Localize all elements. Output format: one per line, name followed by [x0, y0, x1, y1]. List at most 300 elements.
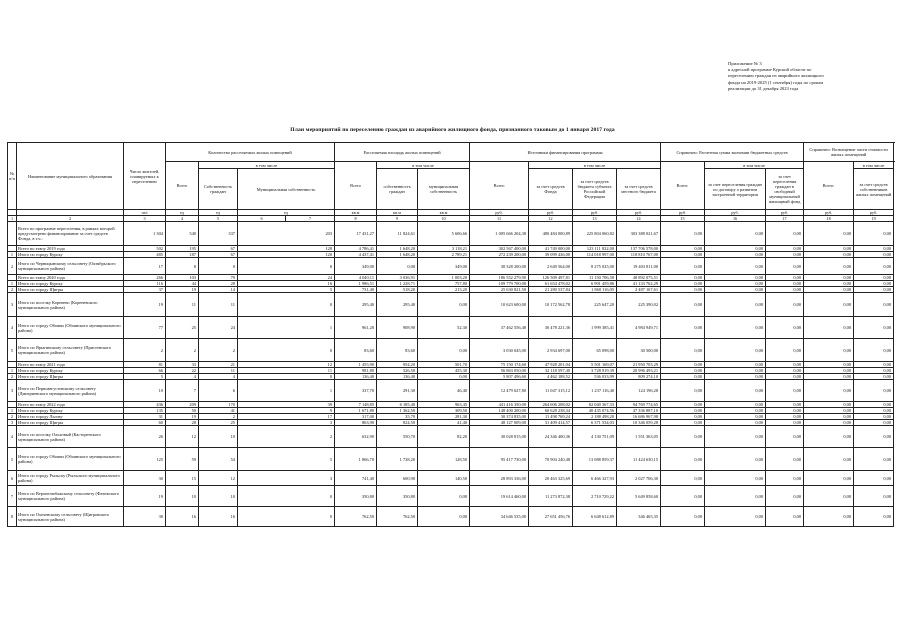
- value-cell: 7 148,85: [335, 402, 377, 408]
- table-row: [8, 380, 894, 402]
- value-cell: 4: [166, 374, 199, 380]
- value-cell: 170: [199, 402, 238, 408]
- value-cell: 350,80: [377, 486, 418, 507]
- value-cell: 15: [166, 471, 199, 486]
- value-cell: 1 866,70: [335, 448, 377, 471]
- value-cell: 30 374 835,00: [470, 414, 529, 420]
- value-cell: 6: [199, 380, 238, 402]
- value-cell: 11: [166, 293, 199, 317]
- municipality-name: Итого по городу Щигры: [17, 287, 124, 293]
- municipality-name: Итого по городу Обояни (Обоянского муниципального района): [17, 448, 124, 471]
- municipality-name: Всего по этапу 2019 года: [17, 246, 124, 252]
- value-cell: 203: [238, 222, 335, 246]
- row-number: 1: [8, 408, 17, 414]
- value-cell: 124 196,28: [617, 380, 661, 402]
- value-cell: 0,00: [766, 246, 804, 252]
- municipality-name: Всего по этапу 2022 года: [17, 402, 124, 408]
- value-cell: 1 648,20: [377, 246, 418, 252]
- value-cell: 2: [124, 339, 166, 362]
- value-cell: 0,00: [661, 380, 705, 402]
- unit-cell: руб.: [617, 210, 661, 216]
- value-cell: 16: [166, 507, 199, 527]
- value-cell: 0,00: [854, 362, 894, 368]
- value-cell: 309,50: [418, 408, 470, 414]
- column-number: 14: [617, 216, 661, 222]
- value-cell: 3: [238, 471, 335, 486]
- unit-cell: руб.: [766, 210, 804, 216]
- value-cell: 0,00: [854, 374, 894, 380]
- column-number: 13: [573, 216, 617, 222]
- value-cell: 60 628 238,34: [529, 408, 573, 414]
- row-number: 4: [8, 317, 17, 339]
- value-cell: 187: [166, 252, 199, 258]
- value-cell: 47 928 201,04: [529, 362, 573, 368]
- value-cell: 114 018 997,00: [573, 252, 617, 258]
- value-cell: 0,00: [804, 362, 854, 368]
- value-cell: 17: [124, 258, 166, 275]
- value-cell: 13 088 859,37: [573, 448, 617, 471]
- value-cell: 0,00: [854, 368, 894, 374]
- unit-cell: руб.: [804, 210, 854, 216]
- header-rooms-own: Собственность граждан: [199, 169, 238, 210]
- header-area-vtom: в том числе: [377, 162, 470, 169]
- value-cell: 0,00: [661, 362, 705, 368]
- value-cell: 963,45: [418, 402, 470, 408]
- value-cell: 731,40: [335, 287, 377, 293]
- value-cell: 19: [166, 287, 199, 293]
- row-number: 2: [8, 287, 17, 293]
- value-cell: 94 769 774,65: [617, 402, 661, 408]
- value-cell: 0,00: [661, 426, 705, 448]
- value-cell: 0,00: [804, 281, 854, 287]
- value-cell: 25 630 821,50: [470, 287, 529, 293]
- municipality-name: Всего по программе переселения, в рамках которой предусмотрено финансирование за счет средств Фонда, в т.ч.:: [17, 222, 124, 246]
- value-cell: 24: [199, 317, 238, 339]
- value-cell: 0,00: [804, 287, 854, 293]
- municipality-name: Итого по городу Щигры: [17, 374, 124, 380]
- value-cell: 961,20: [335, 317, 377, 339]
- header-idx: № п/п: [8, 143, 17, 210]
- value-cell: 1: [238, 317, 335, 339]
- value-cell: 10 346 059,28: [617, 420, 661, 426]
- row-number: 3: [8, 380, 17, 402]
- value-cell: 2 649 564,00: [529, 258, 573, 275]
- value-cell: 0,00: [705, 317, 766, 339]
- row-number: 5: [8, 448, 17, 471]
- value-cell: 81: [124, 362, 166, 368]
- value-cell: 79: [199, 275, 238, 281]
- unit-cell: кв.м: [377, 210, 418, 216]
- row-number: 2: [8, 258, 17, 275]
- value-cell: 30 028 815,00: [470, 426, 529, 448]
- value-cell: 0,00: [661, 252, 705, 258]
- unit-cell: руб.: [661, 210, 705, 216]
- value-cell: 0,00: [766, 507, 804, 527]
- header-refund-group: Справочно: Возмещение части стоимости жилых помещений: [804, 143, 894, 162]
- value-cell: 0,00: [661, 275, 705, 281]
- value-cell: 954,20: [377, 362, 418, 368]
- municipality-name: Итого по городу Курску: [17, 368, 124, 374]
- header-fin-vtom: в том числе: [529, 162, 661, 169]
- unit-cell: руб.: [705, 210, 766, 216]
- value-cell: 295,40: [335, 293, 377, 317]
- row-number: 8: [8, 507, 17, 527]
- value-cell: 349,00: [418, 258, 470, 275]
- table-row: [8, 471, 894, 486]
- value-cell: 12: [238, 362, 335, 368]
- value-cell: 50: [166, 408, 199, 414]
- value-cell: 24 346 400,36: [529, 426, 573, 448]
- municipality-name: Итого по городу Курску: [17, 281, 124, 287]
- value-cell: 502: [124, 246, 166, 252]
- municipality-name: Всего по этапу 2021 года: [17, 362, 124, 368]
- row-number: 3: [8, 293, 17, 317]
- value-cell: 0,00: [804, 426, 854, 448]
- value-cell: 30 328 200,00: [470, 258, 529, 275]
- value-cell: 41 749 000,00: [529, 246, 573, 252]
- header-econ-a: за счет переселения граждан по договору о развитии застроенной территории: [705, 169, 766, 210]
- table-row: [8, 317, 894, 339]
- value-cell: 0,00: [705, 408, 766, 414]
- column-number: 19: [854, 216, 894, 222]
- value-cell: 66: [124, 368, 166, 374]
- value-cell: 2 710 729,22: [573, 486, 617, 507]
- row-number: 5: [8, 339, 17, 362]
- value-cell: 10: [166, 486, 199, 507]
- value-cell: 0,00: [705, 287, 766, 293]
- value-cell: 41: [199, 408, 238, 414]
- table-row: [8, 339, 894, 362]
- value-cell: 8: [238, 258, 335, 275]
- column-number: 11: [470, 216, 529, 222]
- value-cell: 0,00: [661, 339, 705, 362]
- value-cell: 1 999 385,41: [573, 317, 617, 339]
- value-cell: 0,00: [766, 380, 804, 402]
- value-cell: 52,30: [418, 317, 470, 339]
- value-cell: 16: [199, 507, 238, 527]
- value-cell: 0,00: [766, 426, 804, 448]
- value-cell: 54: [199, 448, 238, 471]
- value-cell: 4 437,41: [335, 252, 377, 258]
- value-cell: 0,00: [705, 486, 766, 507]
- value-cell: 3 030 045,00: [470, 339, 529, 362]
- value-cell: 3 118,21: [418, 246, 470, 252]
- value-cell: 2: [199, 339, 238, 362]
- value-cell: 0,00: [661, 448, 705, 471]
- value-cell: 0,00: [766, 281, 804, 287]
- municipality-name: Итого по городу Льгову: [17, 414, 124, 420]
- value-cell: 7: [166, 380, 199, 402]
- value-cell: 136,40: [335, 374, 377, 380]
- value-cell: 317,00: [335, 414, 377, 420]
- value-cell: 0,00: [705, 414, 766, 420]
- value-cell: 118 810 767,00: [617, 252, 661, 258]
- value-cell: 19: [124, 293, 166, 317]
- value-cell: 40 435 074,56: [573, 408, 617, 414]
- unit-cell: руб.: [529, 210, 573, 216]
- document-title: План мероприятий по переселению граждан из аварийного жилищного фонда, признанного таковым до 1 января 2017 года: [290, 127, 615, 133]
- row-number: 1: [8, 281, 17, 287]
- value-cell: 19: [166, 414, 199, 420]
- municipality-name: Итого по поселку Ольховый (Касторенского муниципального района): [17, 426, 124, 448]
- municipality-name: Итого по поселку Коренево (Кореневского муниципального района): [17, 293, 124, 317]
- value-cell: 0,00: [661, 486, 705, 507]
- value-cell: 0,00: [766, 293, 804, 317]
- unit-cell: ед: [166, 210, 199, 216]
- value-cell: 0,00: [854, 420, 894, 426]
- value-cell: 302 567 400,00: [470, 246, 529, 252]
- value-cell: 11 824,61: [377, 222, 418, 246]
- header-area-group: Расселяемая площадь жилых помещений: [335, 143, 470, 162]
- value-cell: 0,00: [766, 287, 804, 293]
- value-cell: 0,00: [418, 374, 470, 380]
- value-cell: 0,00: [705, 275, 766, 281]
- value-cell: 0,00: [854, 246, 894, 252]
- value-cell: 4 040,11: [335, 275, 377, 281]
- value-cell: 225 804 060,82: [573, 222, 617, 246]
- value-cell: 0,00: [705, 258, 766, 275]
- value-cell: 0,00: [661, 287, 705, 293]
- value-cell: 6 991 459,86: [573, 281, 617, 287]
- value-cell: 11 150 706,58: [573, 275, 617, 281]
- value-cell: 0,00: [661, 374, 705, 380]
- municipality-name: Итого по Первоавгустовскому сельсовету (Дмитриевского муниципального района): [17, 380, 124, 402]
- value-cell: 123 111 822,00: [573, 246, 617, 252]
- value-cell: 8: [166, 258, 199, 275]
- value-cell: 35,70: [377, 414, 418, 420]
- value-cell: 0,00: [854, 252, 894, 258]
- value-cell: 0,00: [418, 507, 470, 527]
- value-cell: 128: [238, 246, 335, 252]
- value-cell: 2: [238, 426, 335, 448]
- value-cell: 48 127 009,00: [470, 420, 529, 426]
- value-cell: 44: [166, 281, 199, 287]
- value-cell: 0,00: [661, 258, 705, 275]
- value-cell: 0,00: [854, 293, 894, 317]
- value-cell: 0,00: [705, 471, 766, 486]
- value-cell: 337: [199, 222, 238, 246]
- value-cell: 632,90: [335, 426, 377, 448]
- value-cell: 33: [166, 362, 199, 368]
- value-cell: 103: [166, 275, 199, 281]
- row-number: 7: [8, 486, 17, 507]
- value-cell: 0,00: [661, 507, 705, 527]
- value-cell: 225 647,20: [573, 293, 617, 317]
- value-cell: 757,80: [418, 281, 470, 287]
- value-cell: 31 409 414,57: [529, 420, 573, 426]
- value-cell: 0,00: [661, 408, 705, 414]
- value-cell: 981,80: [335, 368, 377, 374]
- value-cell: 83,60: [377, 339, 418, 362]
- table-row: [8, 448, 894, 471]
- value-cell: 5: [238, 287, 335, 293]
- value-cell: 4 130 751,09: [573, 426, 617, 448]
- value-cell: 1 304: [124, 222, 166, 246]
- municipality-name: Всего по этапу 2020 года: [17, 275, 124, 281]
- value-cell: 0,00: [418, 486, 470, 507]
- value-cell: 0,00: [804, 368, 854, 374]
- value-cell: 0,00: [854, 486, 894, 507]
- value-cell: 501,70: [418, 362, 470, 368]
- header-rooms-mun: Муниципальная собственность: [238, 169, 335, 210]
- value-cell: 337,70: [335, 380, 377, 402]
- value-cell: 0,00: [804, 275, 854, 281]
- value-cell: 0,00: [705, 448, 766, 471]
- value-cell: 37: [124, 287, 166, 293]
- header-econ-group: Справочно: Расчетная сумма экономии бюджетных средств: [661, 143, 804, 162]
- value-cell: 126 509 497,81: [529, 275, 573, 281]
- value-cell: 0,00: [661, 414, 705, 420]
- value-cell: 0,00: [705, 402, 766, 408]
- value-cell: 0,00: [854, 258, 894, 275]
- header-ref-total: Всего:: [804, 162, 854, 210]
- value-cell: 526,50: [377, 368, 418, 374]
- value-cell: 264 606 208,02: [529, 402, 573, 408]
- appendix-line: реализации до 31 декабря 2023 года: [728, 85, 799, 91]
- header-area-own: собственность граждан: [377, 169, 418, 210]
- header-ref-vtom: в том числе: [854, 162, 894, 169]
- table-row: [8, 426, 894, 448]
- value-cell: 455,30: [418, 368, 470, 374]
- column-number: 10: [418, 216, 470, 222]
- value-cell: 10: [124, 380, 166, 402]
- value-cell: 0,00: [766, 362, 804, 368]
- value-cell: 0,00: [804, 408, 854, 414]
- value-cell: 20 996 493,21: [617, 368, 661, 374]
- column-number: 4: [166, 216, 199, 222]
- value-cell: 0,00: [766, 317, 804, 339]
- value-cell: 2 027 706,30: [617, 471, 661, 486]
- value-cell: 11: [199, 368, 238, 374]
- value-cell: 16: [238, 281, 335, 287]
- value-cell: 41 133 762,29: [617, 281, 661, 287]
- value-cell: 741,40: [335, 471, 377, 486]
- value-cell: 28: [166, 420, 199, 426]
- header-people: Число жителей, планируемых к переселению: [124, 143, 166, 210]
- value-cell: 295,40: [377, 293, 418, 317]
- value-cell: 0: [199, 258, 238, 275]
- value-cell: 48 892 075,51: [617, 275, 661, 281]
- value-cell: 0,00: [766, 368, 804, 374]
- value-cell: 1 648,20: [377, 252, 418, 258]
- table-row: [8, 293, 894, 317]
- value-cell: 0,00: [804, 317, 854, 339]
- value-cell: 0,00: [766, 408, 804, 414]
- value-cell: 0,00: [804, 448, 854, 471]
- value-cell: 0,00: [705, 252, 766, 258]
- value-cell: 20 463 325,69: [529, 471, 573, 486]
- value-cell: 0,00: [661, 281, 705, 287]
- value-cell: 148 400 200,00: [470, 408, 529, 414]
- value-cell: 2: [199, 414, 238, 420]
- column-number: 1: [8, 216, 17, 222]
- column-number: 18: [804, 216, 854, 222]
- column-number: 12: [529, 216, 573, 222]
- column-number: 9: [377, 216, 418, 222]
- value-cell: 0,00: [804, 293, 854, 317]
- value-cell: 140,50: [418, 471, 470, 486]
- value-cell: 0,00: [705, 374, 766, 380]
- value-cell: 1 228,71: [377, 281, 418, 287]
- value-cell: 5 606,66: [418, 222, 470, 246]
- value-cell: 38: [124, 507, 166, 527]
- column-number: 3: [124, 216, 166, 222]
- value-cell: 0,00: [854, 339, 894, 362]
- municipality-name: Итого по Охочевскому сельсовету (Щигровского муниципального района): [17, 507, 124, 527]
- value-cell: 46,40: [418, 380, 470, 402]
- value-cell: 281,30: [418, 414, 470, 420]
- value-cell: 67: [199, 246, 238, 252]
- value-cell: 0,00: [661, 317, 705, 339]
- value-cell: 31: [124, 414, 166, 420]
- municipality-name: Итого по городу Курску: [17, 408, 124, 414]
- unit-cell: чел: [124, 210, 166, 216]
- value-cell: 225 390,02: [617, 293, 661, 317]
- value-cell: 0,00: [705, 339, 766, 362]
- value-cell: 3: [238, 420, 335, 426]
- value-cell: 125: [124, 448, 166, 471]
- column-number: 6: [238, 216, 286, 222]
- table-row: [8, 507, 894, 527]
- value-cell: 0,00: [854, 402, 894, 408]
- value-cell: 0,00: [854, 426, 894, 448]
- value-cell: 1 237 116,40: [573, 380, 617, 402]
- value-cell: 0,00: [661, 222, 705, 246]
- value-cell: 266: [124, 275, 166, 281]
- municipality-name: Итого по городу Рыльску (Рыльского муниципального района): [17, 471, 124, 486]
- value-cell: 0,00: [854, 275, 894, 281]
- value-cell: 0,00: [766, 420, 804, 426]
- value-cell: 0: [238, 374, 335, 380]
- value-cell: 0,00: [766, 275, 804, 281]
- value-cell: 116: [124, 281, 166, 287]
- value-cell: 37 462 556,48: [470, 317, 529, 339]
- value-cell: 0,00: [854, 287, 894, 293]
- value-cell: 83,60: [335, 339, 377, 362]
- value-cell: 0,00: [418, 339, 470, 362]
- header-ref-a: за счет средств собственников жилых помещений: [854, 169, 894, 210]
- value-cell: 14: [199, 287, 238, 293]
- value-cell: 0,00: [854, 414, 894, 420]
- unit-cell: руб.: [573, 210, 617, 216]
- value-cell: 0,00: [804, 414, 854, 420]
- value-cell: 0,00: [766, 222, 804, 246]
- value-cell: 762,50: [377, 507, 418, 527]
- value-cell: 5: [124, 374, 166, 380]
- value-cell: 0,00: [705, 420, 766, 426]
- value-cell: 6 466 327,93: [573, 471, 617, 486]
- value-cell: 0,00: [705, 293, 766, 317]
- value-cell: 485: [124, 252, 166, 258]
- municipality-name: Итого по Верхнелюбажскому сельсовету (Фатежского муниципального района): [17, 486, 124, 507]
- value-cell: 303 388 021,67: [617, 222, 661, 246]
- value-cell: 39 099 436,00: [529, 252, 573, 258]
- municipality-name: Итого по Ярыгинскому сельсовету (Пристенского муниципального района): [17, 339, 124, 362]
- value-cell: 0,00: [766, 486, 804, 507]
- value-cell: 10 172 562,78: [529, 293, 573, 317]
- value-cell: 0,00: [854, 471, 894, 486]
- column-number: 7: [286, 216, 335, 222]
- value-cell: 65 098,00: [573, 339, 617, 362]
- value-cell: 436: [124, 402, 166, 408]
- value-cell: 0,00: [854, 222, 894, 246]
- appendix-line: фонда на 2019-2025 (1 сентября) годы по срокам: [728, 79, 824, 85]
- appendix-line: Приложение № 3: [728, 61, 762, 66]
- value-cell: 17 431,27: [335, 222, 377, 246]
- value-cell: 0,00: [661, 368, 705, 374]
- value-cell: 1 005 666 204,38: [470, 222, 529, 246]
- value-cell: 0,00: [705, 368, 766, 374]
